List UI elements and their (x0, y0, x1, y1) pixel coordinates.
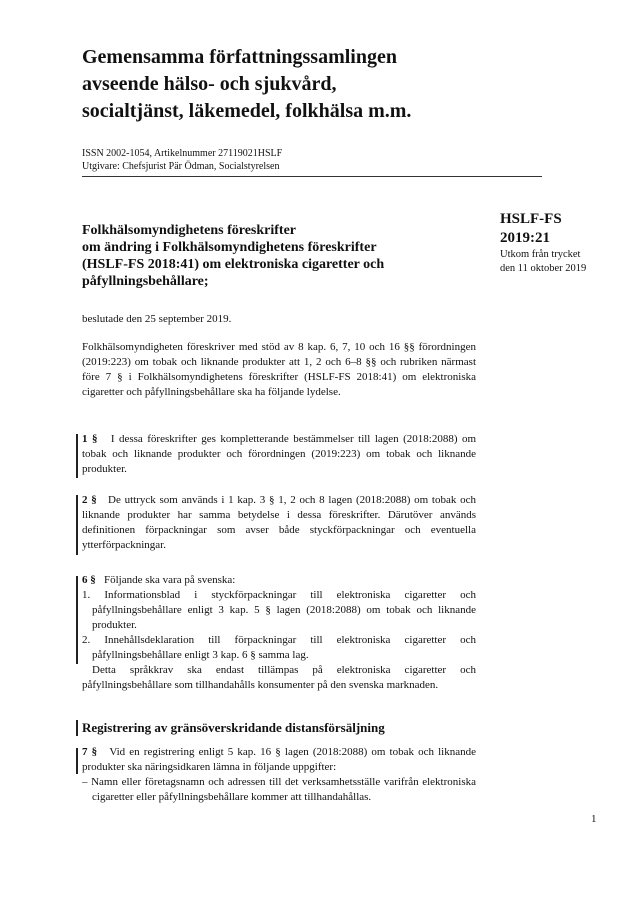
change-bar (76, 434, 78, 478)
list-item: – Namn eller företagsnamn och adressen till det verksamhetsställe varifrån elektroniska cigaretter eller påfyllningsbehållare kommer att tillhandahållas. (82, 776, 476, 803)
fs-code: HSLF-FS (500, 211, 562, 227)
section-text: Följande ska vara på svenska: (104, 574, 236, 586)
change-bar (76, 495, 78, 555)
section-label: 1 § (82, 433, 98, 445)
published-line: Utkom från trycket (500, 249, 581, 260)
collection-title-line: Gemensamma författningssamlingen (82, 46, 397, 68)
document-title-line: påfyllningsbehållare; (82, 274, 209, 289)
list-item: 2. Innehållsdeklaration till förpackningar till elektroniska cigaretter och påfyllningsbehållare enligt 3 kap. 6 § samma lag. (82, 634, 476, 661)
section-text: Vid en registrering enligt 5 kap. 16 § lagen (2018:2088) om tobak och liknande produkter ska näringsidkaren lämna in följande uppgifter: (82, 746, 476, 773)
section-1 (82, 432, 476, 477)
collection-title-line: avseende hälso- och sjukvård, (82, 73, 337, 95)
section-text: De uttryck som används i 1 kap. 3 § 1, 2 och 8 lagen (2018:2088) om tobak och liknande produkter har samma betydelse i dessa föreskrifter. Därutöver används definitionen förpackningar som avser både styckförpackningar och eventuella ytterförpackningar. (82, 494, 476, 551)
fs-identifier (500, 210, 562, 248)
issn-line: ISSN 2002-1054, Artikelnummer 27119021HSLF (82, 148, 283, 159)
change-bar (76, 576, 78, 664)
section-text: Detta språkkrav ska endast tillämpas på elektroniska cigaretter och påfyllningsbehållare som tillhandahålls konsumenter på den svenska marknaden. (82, 664, 476, 691)
document-title (82, 222, 462, 290)
section-7-list (82, 775, 476, 805)
fs-number: 2019:21 (500, 230, 550, 246)
publication-date (500, 248, 586, 276)
section-6-list (82, 588, 476, 663)
section-heading: Registrering av gränsöverskridande distansförsäljning (82, 720, 385, 735)
section-2 (82, 493, 476, 553)
change-bar (76, 748, 78, 774)
intro-paragraph: Folkhälsomyndigheten föreskriver med stöd av 8 kap. 6, 7, 10 och 16 §§ förordningen (2019:223) om tobak och liknande produkter att 1, 2 och 6–8 §§ och rubriken närmast före 7 § i Folkhälsomyndighetens föreskrifter (HSLF-FS 2018:41) om elektroniska cigaretter och påfyllningsbehållare ska ha följande lydelse. (82, 341, 476, 398)
section-label: 7 § (82, 746, 98, 758)
published-line: den 11 oktober 2019 (500, 263, 587, 274)
document-title-line: Folkhälsomyndighetens föreskrifter (82, 223, 297, 238)
publisher-line: Utgivare: Chefsjurist Pär Ödman, Socialstyrelsen (82, 161, 280, 172)
list-item: 1. Informationsblad i styckförpackningar till elektroniska cigaretter och påfyllningsbehållare enligt 3 kap. 5 § lagen (2018:2088) om tobak och liknande produkter. (82, 589, 476, 631)
section-7 (82, 745, 476, 805)
document-title-line: om ändring i Folkhälsomyndighetens föreskrifter (82, 240, 377, 255)
change-bar (76, 720, 78, 736)
page-number: 1 (591, 813, 597, 825)
section-label: 6 § (82, 574, 96, 586)
decision-date: beslutade den 25 september 2019. (82, 313, 232, 325)
document-title-line: (HSLF-FS 2018:41) om elektroniska cigaretter och (82, 257, 385, 272)
header-divider (82, 176, 542, 177)
section-6 (82, 573, 476, 693)
collection-title-line: socialtjänst, läkemedel, folkhälsa m.m. (82, 100, 412, 122)
section-text: I dessa föreskrifter ges kompletterande bestämmelser till lagen (2018:2088) om tobak och liknande produkter och förordningen (2019:223) om tobak och liknande produkter. (82, 433, 477, 475)
section-label: 2 § (82, 494, 97, 506)
collection-title (82, 44, 542, 125)
